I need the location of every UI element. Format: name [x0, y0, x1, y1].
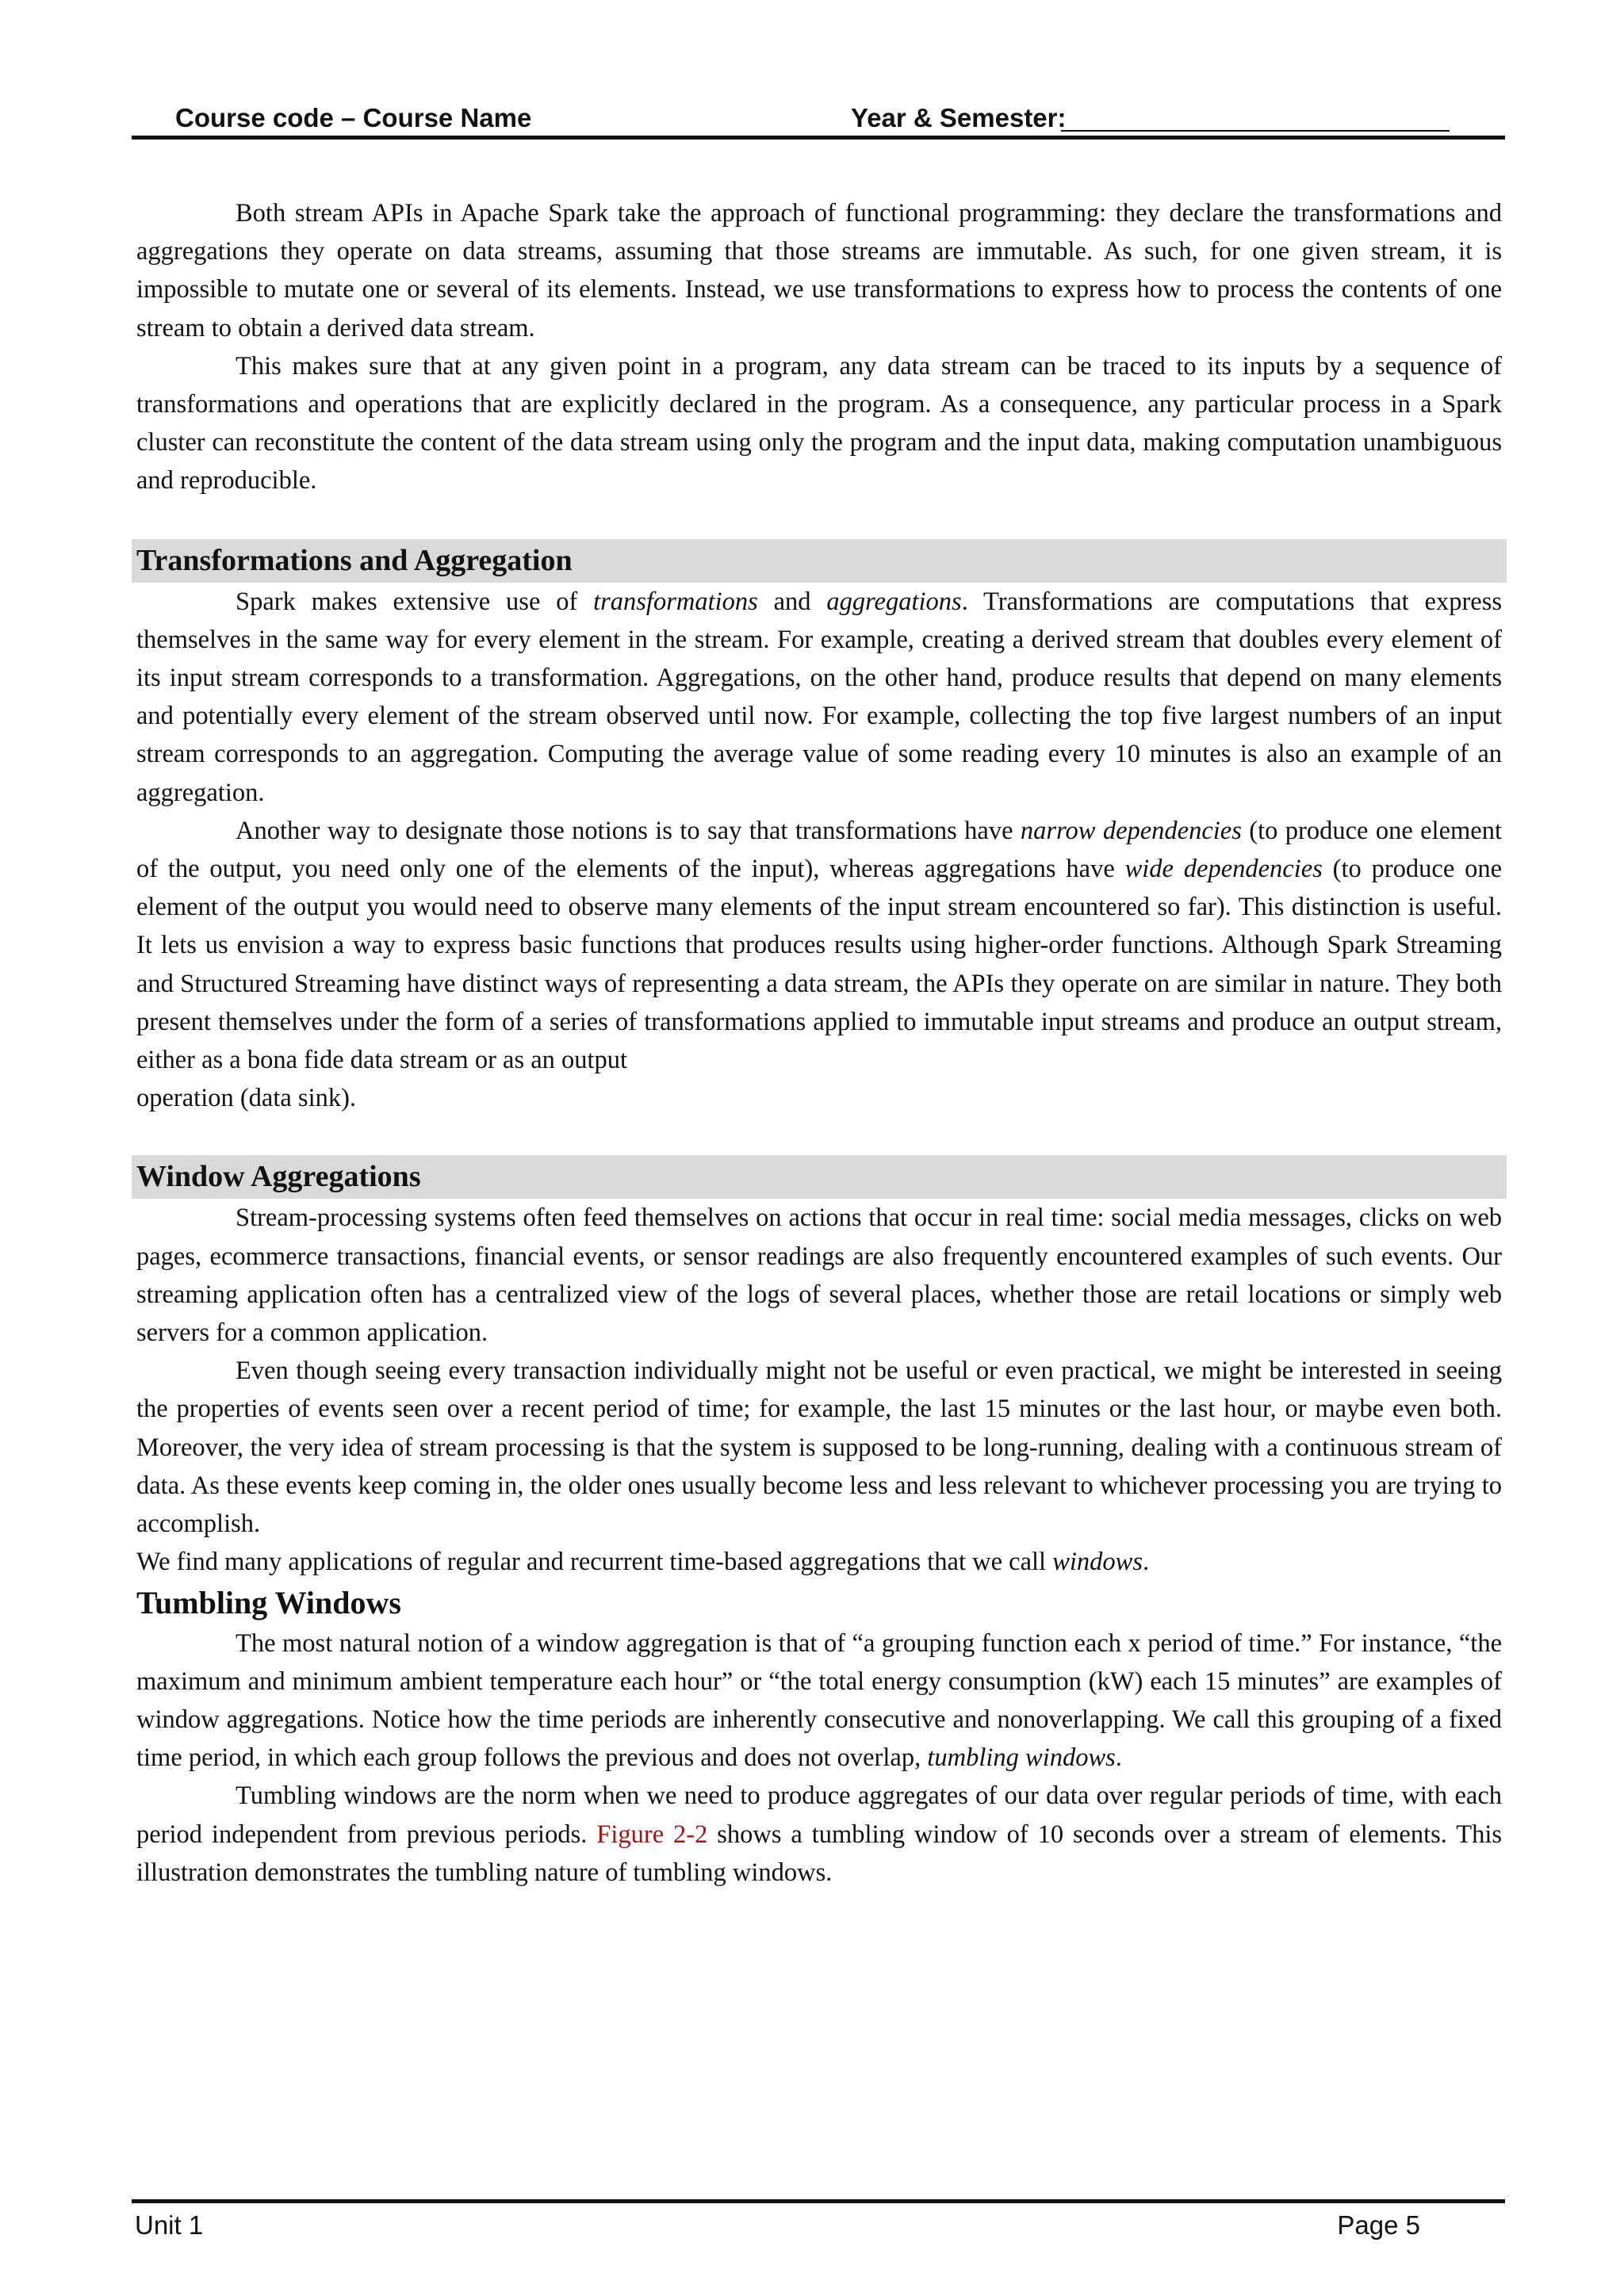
transformations-paragraph-2: Another way to designate those notions is to say that transformations have narrow dependencies (to produce one element of the output, you need only one of the elements of the input), whereas aggregations have wide dependencies (to produce one element of the output you would need to observe many elements of the input stream encountered so far). This distinction is useful. It lets us envision a way to express basic functions that produces results using higher-order functions. Although Spark Streaming and Structured Streaming have distinct ways of representing a data stream, the APIs they operate on are similar in nature. They both present themselves under the form of a series of transformations applied to immutable input streams and produce an output stream, either as a bona fide data stream or as an output [136, 816, 1503, 1075]
year-semester-blank-line [1061, 130, 1450, 132]
term-tumbling-windows: tumbling windows [927, 1743, 1116, 1773]
course-label: Course code – Course Name [175, 103, 532, 132]
window-paragraph-1: Stream-processing systems often feed themselves on actions that occur in real time: social media messages, clicks on web pages, ecommerce transactions, financial events, or sensor readings are also frequently encountered examples of such events. Our streaming application often has a centralized view of the logs of several places, whether those are retail locations or simply web servers for a common application. [136, 1203, 1502, 1348]
term-aggregations: aggregations [826, 587, 962, 616]
page-footer [135, 2206, 1503, 2241]
header-rule [132, 136, 1505, 140]
figure-reference-link[interactable]: Figure 2-2 [596, 1820, 708, 1849]
tumbling-paragraph-2: Tumbling windows are the norm when we need to produce aggregates of our data over regular periods of time, with each period independent from previous periods. Figure 2-2 shows a tumbling window of 10 seconds over a stream of elements. This illustration demonstrates the tumbling nature of tumbling windows. [136, 1781, 1502, 1887]
page-number: Page 5 [1337, 2210, 1420, 2240]
intro-paragraph-1: Both stream APIs in Apache Spark take the approach of functional programming: they declare the transformations and aggregations they operate on data streams, assuming that those streams are immutable. As such, for one given stream, it is impossible to mutate one or several of its elements. Instead, we use transformations to express how to process the contents of one stream to obtain a derived data stream. [136, 199, 1502, 342]
term-narrow-dependencies: narrow dependencies [1020, 816, 1242, 845]
section-heading-window-aggregations: Window Aggregations [132, 1155, 1507, 1199]
year-semester-label: Year & Semester: [851, 103, 1067, 132]
intro-paragraph-2: This makes sure that at any given point in a program, any data stream can be traced to its inputs by a sequence of transformations and operations that are explicitly declared in the program. As a consequence, any particular process in a Spark cluster can reconstitute the content of the data stream using only the program and the input data, making computation unambiguous and reproducible. [136, 351, 1502, 496]
section-heading-transformations: Transformations and Aggregation [132, 539, 1507, 583]
document-body [136, 194, 1502, 1892]
window-paragraph-3: We find many applications of regular and recurrent time-based aggregations that we call windows. [136, 1548, 1150, 1577]
term-transformations: transformations [593, 587, 758, 616]
term-windows: windows [1052, 1548, 1143, 1577]
subsection-heading-tumbling-windows: Tumbling Windows [136, 1584, 401, 1621]
footer-rule [132, 2199, 1505, 2203]
transformations-paragraph-1: Spark makes extensive use of transformations and aggregations. Transformations are computations that express themselves in the same way for every element in the stream. For example, creating a derived stream that doubles every element of its input stream corresponds to a transformation. Aggregations, on the other hand, produce results that depend on many elements and potentially every element of the stream observed until now. For example, collecting the top five largest numbers of an input stream corresponds to an aggregation. Computing the average value of some reading every 10 minutes is also an example of an aggregation. [136, 587, 1502, 807]
page-header [133, 98, 1503, 138]
transformations-paragraph-3: operation (data sink). [136, 1084, 357, 1113]
tumbling-paragraph-1: The most natural notion of a window aggregation is that of “a grouping function each x period of time.” For instance, “the maximum and minimum ambient temperature each hour” or “the total energy consumption (kW) each 15 minutes” are examples of window aggregations. Notice how the time periods are inherently consecutive and nonoverlapping. We call this grouping of a fixed time period, in which each group follows the previous and does not overlap, tumbling windows. [136, 1628, 1502, 1773]
window-paragraph-2: Even though seeing every transaction individually might not be useful or even practical, we might be interested in seeing the properties of events seen over a recent period of time; for example, the last 15 minutes or the last hour, or maybe even both. Moreover, the very idea of stream processing is that the system is supposed to be long-running, dealing with a continuous stream of data. As these events keep coming in, the older ones usually become less and less relevant to whichever processing you are trying to accomplish. [136, 1357, 1502, 1539]
unit-label: Unit 1 [135, 2210, 204, 2240]
term-wide-dependencies: wide dependencies [1124, 855, 1323, 884]
